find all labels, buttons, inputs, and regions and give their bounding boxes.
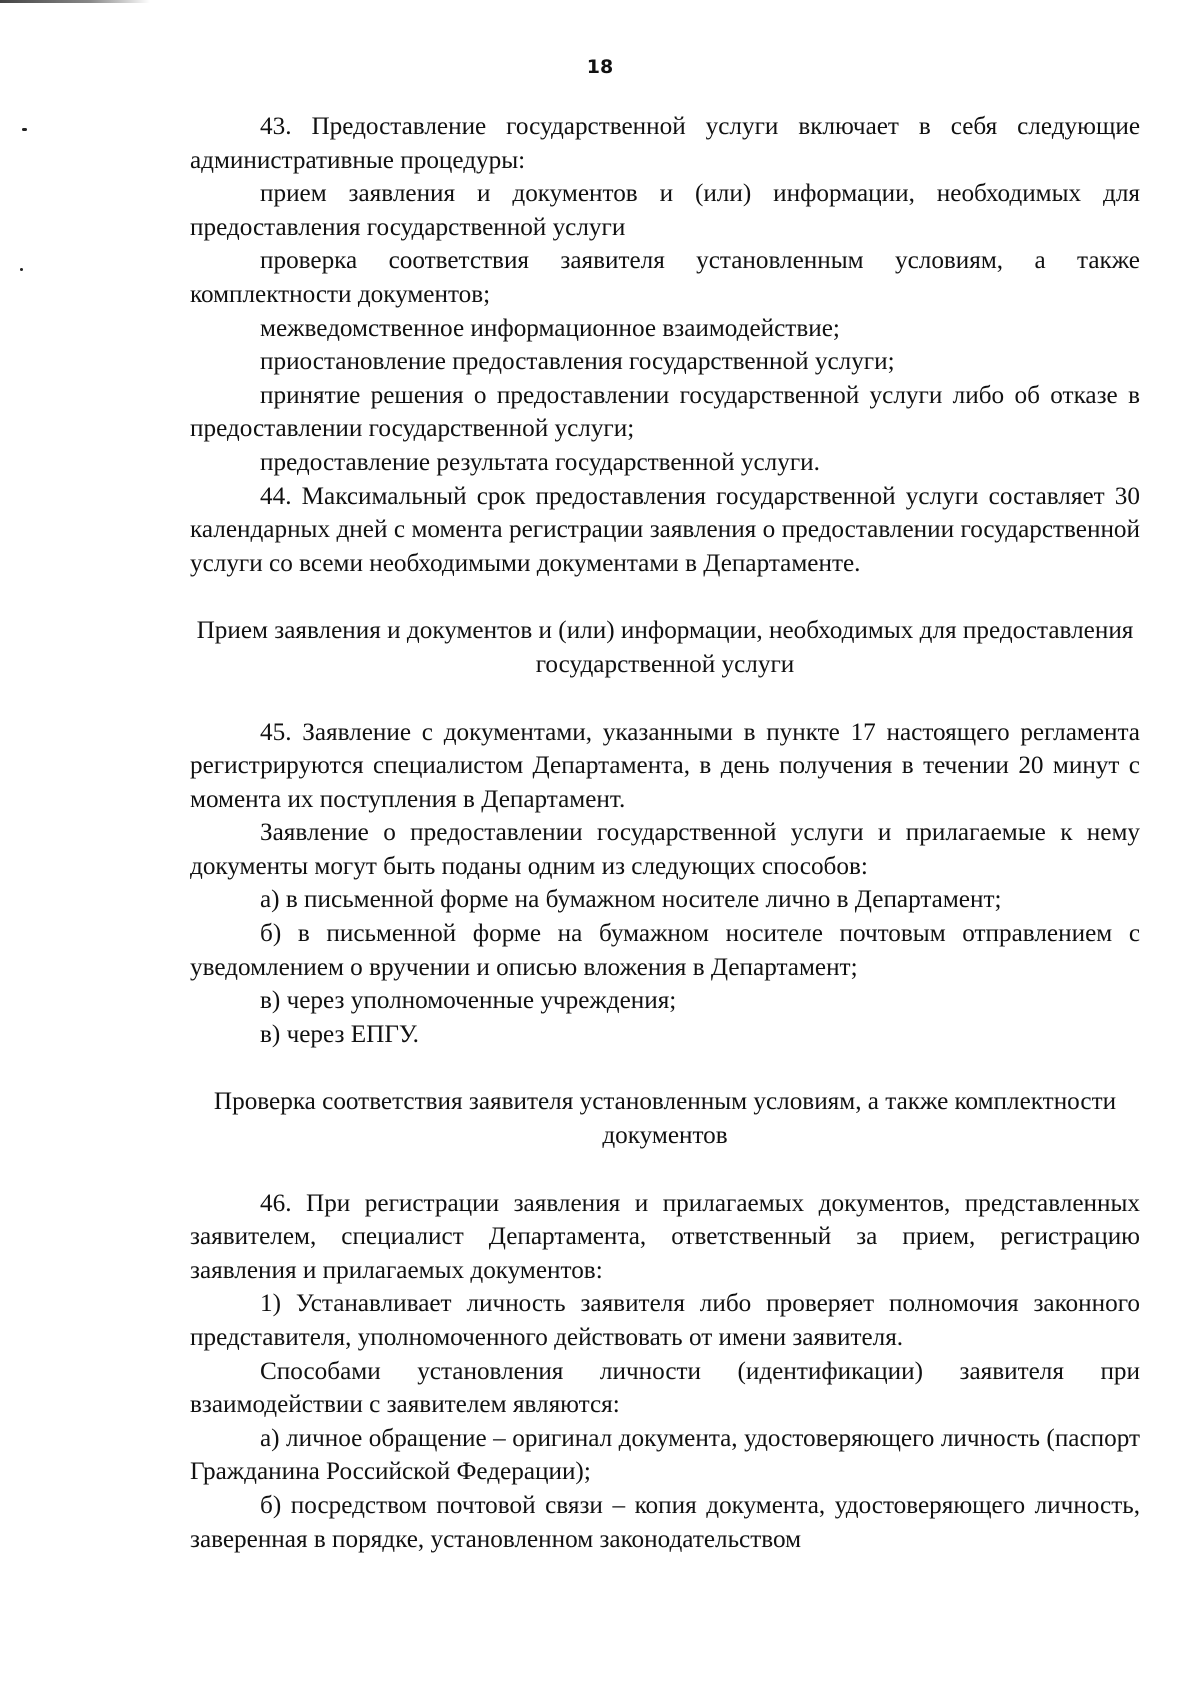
method-item: а) в письменной форме на бумажном носителе лично в Департамент; (260, 886, 1002, 914)
procedure-item: проверка соответствия заявителя установленным условиям, а также комплектности документов; (190, 247, 1140, 308)
section-heading-reception: Прием заявления и документов и (или) информации, необходимых для предоставления государственной услуги (196, 617, 1134, 678)
method-item: б) в письменной форме на бумажном носителе почтовым отправлением с уведомлением о вручении и описью вложения в Департамент; (190, 920, 1140, 981)
procedure-item: межведомственное информационное взаимодействие; (260, 314, 840, 342)
page-number: 18 (586, 56, 614, 78)
method-item: в) через ЕПГУ. (260, 1020, 419, 1048)
paragraph: Заявление о предоставлении государственной услуги и прилагаемые к нему документы могут быть поданы одним из следующих способов: (190, 819, 1140, 880)
paragraph-45: 45. Заявление с документами, указанными в пункте 17 настоящего регламента регистрируются специалистом Департамента, в день получения в течении 20 минут с момента их поступления в Департамент. (190, 718, 1140, 813)
scan-edge-mark (0, 0, 150, 3)
paragraph: 1) Устанавливает личность заявителя либо проверяет полномочия законного представителя, уполномоченного действовать от имени заявителя. (190, 1290, 1140, 1351)
paragraph-46: 46. При регистрации заявления и прилагаемых документов, представленных заявителем, специалист Департамента, ответственный за прием, регистрацию заявления и прилагаемых документов: (190, 1189, 1140, 1284)
document-body (190, 110, 1140, 1556)
section-heading-verification: Проверка соответствия заявителя установленным условиям, а также комплектности документов (213, 1088, 1117, 1150)
procedure-item: предоставление результата государственной услуги. (260, 448, 820, 476)
scan-speck (22, 128, 27, 131)
paragraph-44: 44. Максимальный срок предоставления государственной услуги составляет 30 календарных дней с момента регистрации заявления о предоставлении государственной услуги со всеми необходимыми документами в Департаменте. (190, 482, 1140, 577)
scan-speck (20, 268, 23, 271)
procedure-item: приостановление предоставления государственной услуги; (260, 348, 895, 376)
paragraph: Способами установления личности (идентификации) заявителя при взаимодействии с заявителем являются: (190, 1357, 1140, 1419)
procedure-item: принятие решения о предоставлении государственной услуги либо об отказе в предоставлении государственной услуги; (190, 381, 1140, 443)
paragraph-43: 43. Предоставление государственной услуги включает в себя следующие административные процедуры: (190, 113, 1140, 174)
method-item: в) через уполномоченные учреждения; (260, 987, 677, 1015)
identification-item: а) личное обращение – оригинал документа, удостоверяющего личность (паспорт Гражданина Российской Федерации); (190, 1424, 1140, 1486)
procedure-item: прием заявления и документов и (или) информации, необходимых для предоставления государственной услуги (190, 180, 1140, 241)
identification-item: б) посредством почтовой связи – копия документа, удостоверяющего личность, заверенная в порядке, установленном законодательством (190, 1491, 1140, 1553)
